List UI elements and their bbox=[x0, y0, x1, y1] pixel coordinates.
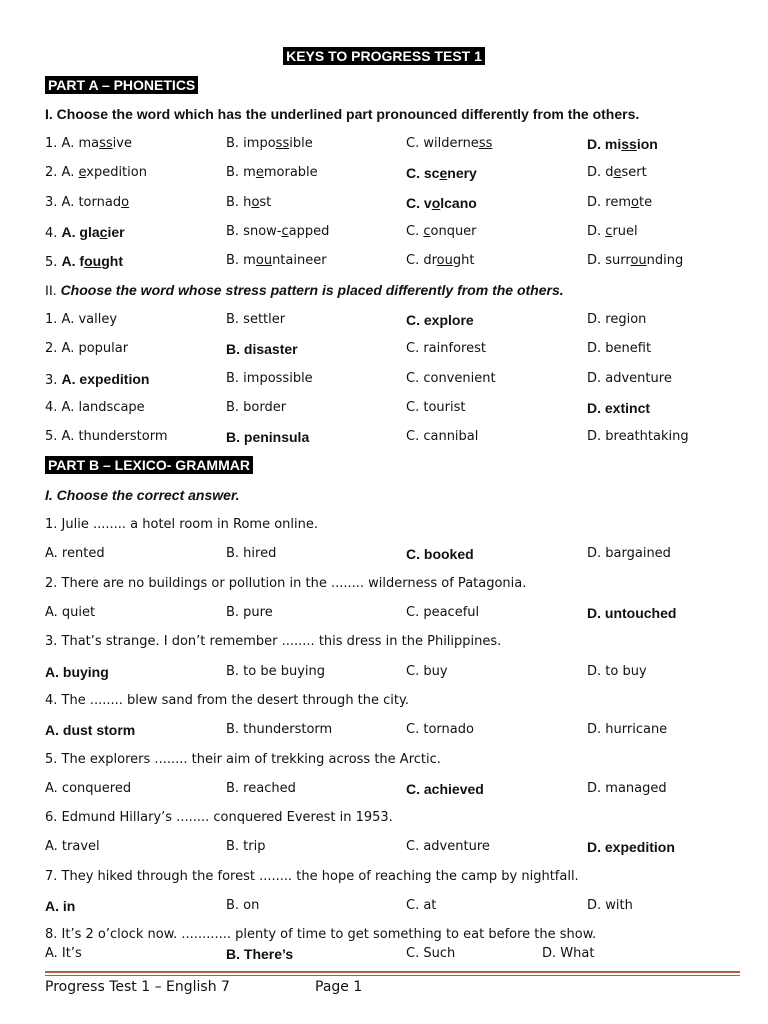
phonetics-q2-option-a: 2. A. expedition bbox=[45, 165, 147, 180]
stress-q4-option-b: B. border bbox=[226, 400, 287, 415]
underlined-part: e bbox=[613, 165, 622, 180]
underlined-part: e bbox=[255, 165, 264, 180]
question-8-option-d: D. What bbox=[542, 946, 595, 961]
question-5-option-c-correct: C. achieved bbox=[406, 781, 484, 797]
underlined-part: c bbox=[281, 224, 289, 239]
question-3-option-b: B. to be buying bbox=[226, 664, 326, 679]
underlined-part: ss bbox=[478, 136, 493, 151]
stress-q2-option-c: C. rainforest bbox=[406, 341, 486, 356]
question-7-option-b: B. on bbox=[226, 898, 260, 913]
question-8-option-a: A. It’s bbox=[45, 946, 82, 961]
phonetics-q4-option-d: D. cruel bbox=[587, 224, 638, 239]
part-b-instruction: I. Choose the correct answer. bbox=[45, 487, 240, 503]
stress-q4-option-c: C. tourist bbox=[406, 400, 466, 415]
stress-q2-option-d: D. benefit bbox=[587, 341, 652, 356]
footer-left: Progress Test 1 – English 7 bbox=[45, 979, 230, 995]
question-2-option-a: A. quiet bbox=[45, 605, 96, 620]
stress-q3-option-c: C. convenient bbox=[406, 371, 496, 386]
question-2-option-d-correct: D. untouched bbox=[587, 605, 677, 621]
footer-page-number: Page 1 bbox=[315, 979, 363, 995]
stress-q5-option-c: C. cannibal bbox=[406, 429, 479, 444]
underlined-part: o bbox=[631, 195, 639, 210]
underlined-part: e bbox=[78, 165, 87, 180]
part-a-heading: PART A – PHONETICS bbox=[45, 76, 198, 94]
phonetics-q2-option-d: D. desert bbox=[587, 165, 647, 180]
option-number: 3. bbox=[45, 373, 62, 388]
phonetics-q1-option-a: 1. A. massive bbox=[45, 136, 132, 151]
stress-q1-option-c-correct: C. explore bbox=[406, 312, 474, 328]
underlined-part: c bbox=[605, 224, 613, 239]
question-7-option-a-correct: A. in bbox=[45, 898, 76, 914]
question-5-option-d: D. managed bbox=[587, 781, 667, 796]
phonetics-q5-option-b: B. mountaineer bbox=[226, 253, 327, 268]
question-4-option-c: C. tornado bbox=[406, 722, 474, 737]
part-a-section1-instruction: I. Choose the word which has the underlined part pronounced differently from the others. bbox=[45, 106, 640, 122]
question-3-option-d: D. to buy bbox=[587, 664, 647, 679]
option-answer-text: A. glacier bbox=[61, 224, 125, 240]
stress-q5-option-d: D. breathtaking bbox=[587, 429, 689, 444]
underlined-part: ou bbox=[630, 253, 647, 268]
question-6-text: 6. Edmund Hillary’s ........ conquered Everest in 1953. bbox=[45, 810, 393, 825]
underlined-part: o bbox=[431, 195, 441, 211]
section2-instruction-text: Choose the word whose stress pattern is placed differently from the others. bbox=[60, 282, 564, 298]
phonetics-q2-option-b: B. memorable bbox=[226, 165, 318, 180]
underlined-part: ss bbox=[621, 136, 637, 152]
question-7-option-d: D. with bbox=[587, 898, 633, 913]
stress-q5-option-a: 5. A. thunderstorm bbox=[45, 429, 168, 444]
stress-q1-option-b: B. settler bbox=[226, 312, 286, 327]
option-number: 4. bbox=[45, 226, 62, 241]
stress-q3-option-d: D. adventure bbox=[587, 371, 672, 386]
phonetics-q3-option-b: B. host bbox=[226, 195, 272, 210]
option-answer-text: A. fought bbox=[61, 253, 123, 269]
part-a-section2-instruction bbox=[45, 282, 564, 298]
underlined-part: c bbox=[99, 224, 108, 240]
question-2-text: 2. There are no buildings or pollution in the ........ wilderness of Patagonia. bbox=[45, 576, 527, 591]
phonetics-q5-option-c: C. drought bbox=[406, 253, 475, 268]
question-4-option-d: D. hurricane bbox=[587, 722, 668, 737]
underlined-part: ou bbox=[84, 253, 102, 269]
stress-q3-option-b: B. impossible bbox=[226, 371, 313, 386]
stress-q4-option-d-correct: D. extinct bbox=[587, 400, 651, 416]
option-answer-text: A. expedition bbox=[61, 371, 150, 387]
question-4-option-a-correct: A. dust storm bbox=[45, 722, 136, 738]
question-8-option-b-correct: B. There’s bbox=[226, 946, 294, 962]
underlined-part: c bbox=[423, 224, 431, 239]
question-1-option-d: D. bargained bbox=[587, 546, 671, 561]
question-2-option-b: B. pure bbox=[226, 605, 273, 620]
question-2-option-c: C. peaceful bbox=[406, 605, 480, 620]
phonetics-q1-option-b: B. impossible bbox=[226, 136, 313, 151]
phonetics-q1-option-c: C. wilderness bbox=[406, 136, 493, 151]
stress-q4-option-a: 4. A. landscape bbox=[45, 400, 145, 415]
phonetics-q3-option-c-correct: C. volcano bbox=[406, 195, 477, 211]
stress-q2-option-a: 2. A. popular bbox=[45, 341, 129, 356]
question-6-option-c: C. adventure bbox=[406, 839, 490, 854]
option-number: 5. bbox=[45, 255, 62, 270]
question-6-option-b: B. trip bbox=[226, 839, 266, 854]
stress-q2-option-b-correct: B. disaster bbox=[226, 341, 298, 357]
footer-rule-thick bbox=[45, 971, 740, 973]
question-4-option-b: B. thunderstorm bbox=[226, 722, 333, 737]
phonetics-q4-option-c: C. conquer bbox=[406, 224, 477, 239]
underlined-part: o bbox=[251, 195, 260, 210]
question-7-option-c: C. at bbox=[406, 898, 437, 913]
question-4-text: 4. The ........ blew sand from the desert through the city. bbox=[45, 693, 409, 708]
question-6-option-d-correct: D. expedition bbox=[587, 839, 675, 855]
phonetics-q2-option-c-correct: C. scenery bbox=[406, 165, 477, 181]
question-1-text: 1. Julie ........ a hotel room in Rome online. bbox=[45, 517, 319, 532]
phonetics-q3-option-a: 3. A. tornado bbox=[45, 195, 130, 210]
document-title: KEYS TO PROGRESS TEST 1 bbox=[0, 46, 768, 65]
question-3-option-c: C. buy bbox=[406, 664, 448, 679]
phonetics-q5-option-d: D. surrounding bbox=[587, 253, 684, 268]
underlined-part: ss bbox=[99, 136, 113, 151]
phonetics-q4-option-a-correct bbox=[45, 224, 125, 241]
question-7-text: 7. They hiked through the forest ........ the hope of reaching the camp by nightfall. bbox=[45, 869, 579, 884]
stress-q1-option-a: 1. A. valley bbox=[45, 312, 118, 327]
phonetics-q1-option-d-correct: D. mission bbox=[587, 136, 658, 152]
question-1-option-c-correct: C. booked bbox=[406, 546, 474, 562]
underlined-part: ou bbox=[255, 253, 273, 268]
section2-numeral: II. bbox=[45, 282, 61, 298]
footer-rule-thin bbox=[45, 975, 740, 976]
phonetics-q4-option-b: B. snow-capped bbox=[226, 224, 330, 239]
question-6-option-a: A. travel bbox=[45, 839, 100, 854]
stress-q1-option-d: D. region bbox=[587, 312, 647, 327]
question-5-option-a: A. conquered bbox=[45, 781, 132, 796]
phonetics-q3-option-d: D. remote bbox=[587, 195, 653, 210]
underlined-part: ou bbox=[436, 253, 453, 268]
phonetics-q5-option-a-correct bbox=[45, 253, 123, 270]
part-b-heading: PART B – LEXICO- GRAMMAR bbox=[45, 456, 253, 474]
stress-q5-option-b-correct: B. peninsula bbox=[226, 429, 310, 445]
question-8-option-c: C. Such bbox=[406, 946, 456, 961]
underlined-part: o bbox=[121, 195, 130, 210]
question-1-option-b: B. hired bbox=[226, 546, 277, 561]
question-8-text: 8. It’s 2 o’clock now. ............ plenty of time to get something to eat before the show. bbox=[45, 927, 597, 942]
question-3-option-a-correct: A. buying bbox=[45, 664, 109, 680]
question-5-text: 5. The explorers ........ their aim of trekking across the Arctic. bbox=[45, 752, 441, 767]
stress-q3-option-a-correct bbox=[45, 371, 149, 388]
question-1-option-a: A. rented bbox=[45, 546, 105, 561]
underlined-part: e bbox=[439, 165, 448, 181]
underlined-part: ss bbox=[275, 136, 290, 151]
question-5-option-b: B. reached bbox=[226, 781, 296, 796]
question-3-text: 3. That’s strange. I don’t remember ........ this dress in the Philippines. bbox=[45, 634, 502, 649]
